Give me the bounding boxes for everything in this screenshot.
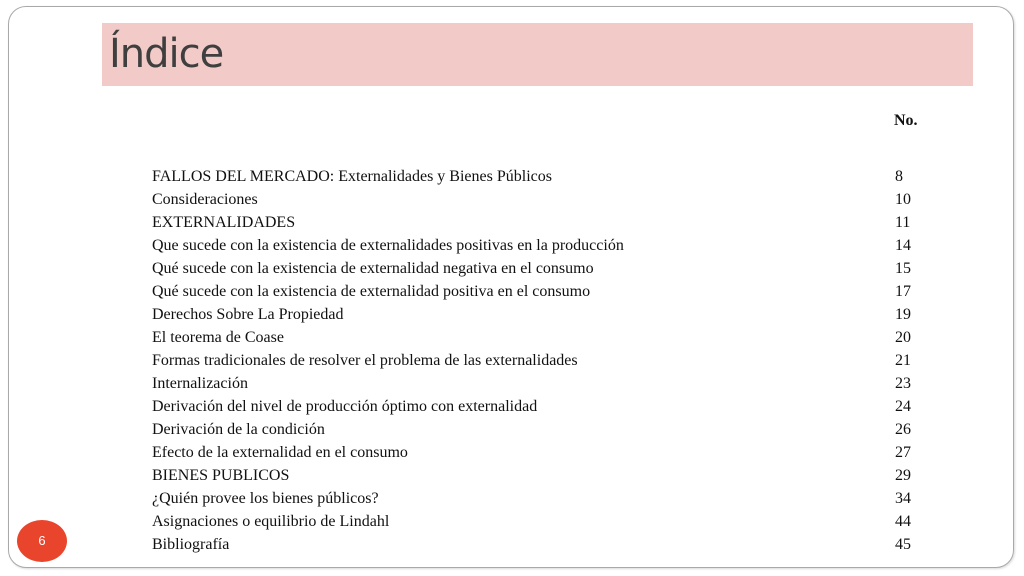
toc-entry-page-number: 14: [895, 237, 911, 254]
toc-entry-label: Efecto de la externalidad en el consumo: [152, 444, 408, 461]
toc-entry: [152, 441, 942, 464]
toc-entry: [152, 303, 942, 326]
page-number-column-header: No.: [894, 112, 918, 129]
toc-entry-label: Qué sucede con la existencia de externalidad positiva en el consumo: [152, 283, 591, 300]
toc-entry-label: Asignaciones o equilibrio de Lindahl: [152, 513, 390, 530]
toc-entry-page-number: 23: [895, 375, 911, 392]
toc-entry: [152, 487, 942, 510]
toc-entry-label: Bibliografía: [152, 536, 230, 553]
table-of-contents: [152, 165, 942, 556]
title-bar: [102, 23, 973, 86]
toc-entry-page-number: 34: [895, 490, 911, 507]
toc-entry: [152, 257, 942, 280]
toc-entry: [152, 234, 942, 257]
toc-entry-page-number: 19: [895, 306, 911, 323]
toc-entry-label: Derivación del nivel de producción óptimo con externalidad: [152, 398, 538, 415]
toc-entry-label: ¿Quién provee los bienes públicos?: [152, 490, 379, 507]
toc-entry: [152, 418, 942, 441]
toc-entry-page-number: 44: [895, 513, 911, 530]
toc-entry-page-number: 45: [895, 536, 911, 553]
toc-entry-label: Formas tradicionales de resolver el problema de las externalidades: [152, 352, 578, 369]
toc-entry: [152, 464, 942, 487]
toc-entry-page-number: 29: [895, 467, 911, 484]
toc-entry-page-number: 26: [895, 421, 911, 438]
toc-entry-page-number: 24: [895, 398, 911, 415]
toc-entry: [152, 188, 942, 211]
toc-entry-label: Internalización: [152, 375, 248, 392]
toc-entry: [152, 372, 942, 395]
toc-entry-label: FALLOS DEL MERCADO: Externalidades y Bienes Públicos: [152, 168, 552, 185]
toc-entry-label: EXTERNALIDADES: [152, 214, 296, 231]
slide-number-badge: 6: [17, 520, 67, 562]
toc-entry: [152, 510, 942, 533]
toc-entry: [152, 280, 942, 303]
toc-entry-page-number: 15: [895, 260, 911, 277]
toc-entry: [152, 165, 942, 188]
toc-entry-page-number: 27: [895, 444, 911, 461]
toc-entry-label: Derivación de la condición: [152, 421, 325, 438]
toc-entry: [152, 533, 942, 556]
toc-entry: [152, 211, 942, 234]
toc-entry-label: Derechos Sobre La Propiedad: [152, 306, 344, 323]
slide-title: Índice: [109, 31, 224, 77]
toc-entry-page-number: 8: [895, 168, 903, 185]
toc-entry-label: Consideraciones: [152, 191, 258, 208]
toc-entry-page-number: 17: [895, 283, 911, 300]
toc-entry-page-number: 21: [895, 352, 911, 369]
toc-entry-label: Qué sucede con la existencia de externalidad negativa en el consumo: [152, 260, 594, 277]
toc-entry-page-number: 10: [895, 191, 911, 208]
toc-entry-label: Que sucede con la existencia de externalidades positivas en la producción: [152, 237, 624, 254]
toc-entry-page-number: 20: [895, 329, 911, 346]
toc-entry-label: BIENES PUBLICOS: [152, 467, 290, 484]
toc-entry-page-number: 11: [895, 214, 911, 231]
toc-entry: [152, 395, 942, 418]
toc-entry: [152, 349, 942, 372]
toc-entry-label: El teorema de Coase: [152, 329, 284, 346]
toc-entry: [152, 326, 942, 349]
